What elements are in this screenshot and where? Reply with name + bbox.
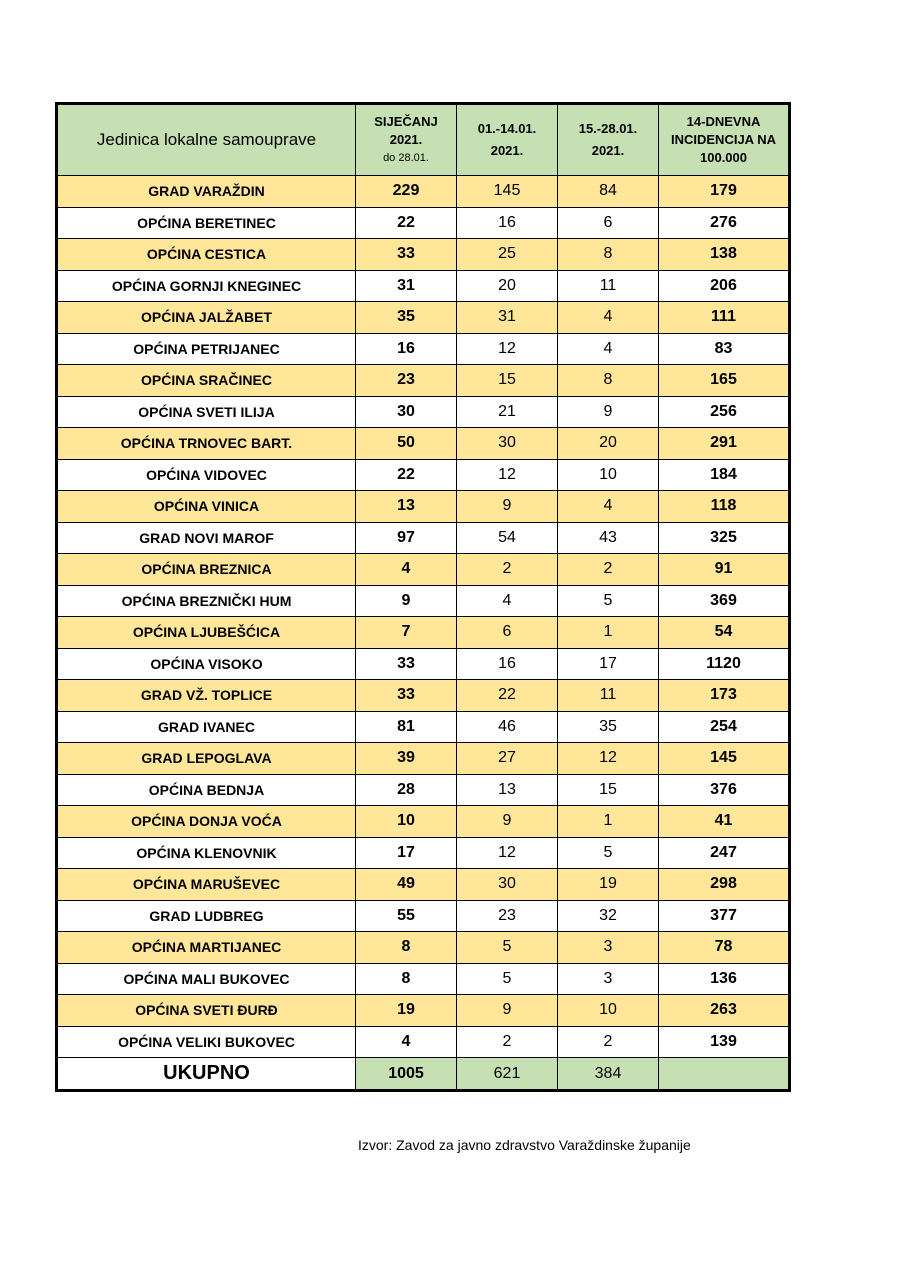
row-incidence: 1120 — [659, 648, 790, 680]
row-period2: 11 — [558, 270, 659, 302]
row-period2: 10 — [558, 459, 659, 491]
row-incidence: 206 — [659, 270, 790, 302]
header-period2-line1: 15.-28.01. — [578, 121, 638, 136]
table-row — [57, 176, 790, 208]
row-period2: 20 — [558, 428, 659, 460]
row-january: 4 — [356, 1026, 457, 1058]
row-incidence: 139 — [659, 1026, 790, 1058]
row-incidence: 145 — [659, 743, 790, 775]
row-name: OPĆINA VIDOVEC — [57, 459, 356, 491]
row-incidence: 41 — [659, 806, 790, 838]
total-period1: 621 — [457, 1058, 558, 1091]
table-row — [57, 743, 790, 775]
row-incidence: 173 — [659, 680, 790, 712]
header-january-line1: SIJEČANJ — [374, 114, 438, 129]
row-period1: 25 — [457, 239, 558, 271]
row-name: OPĆINA CESTICA — [57, 239, 356, 271]
table-row — [57, 806, 790, 838]
table-row — [57, 491, 790, 523]
row-period1: 2 — [457, 554, 558, 586]
row-january: 30 — [356, 396, 457, 428]
header-period1 — [457, 104, 558, 176]
table-body — [57, 176, 790, 1058]
row-period2: 3 — [558, 932, 659, 964]
row-period1: 20 — [457, 270, 558, 302]
row-january: 4 — [356, 554, 457, 586]
row-name: OPĆINA MALI BUKOVEC — [57, 963, 356, 995]
row-incidence: 276 — [659, 207, 790, 239]
row-january: 22 — [356, 207, 457, 239]
header-incidence-line1: 14-DNEVNA — [686, 114, 761, 129]
row-period2: 84 — [558, 176, 659, 208]
header-unit: Jedinica lokalne samouprave — [57, 104, 356, 176]
row-period1: 30 — [457, 869, 558, 901]
row-period1: 9 — [457, 995, 558, 1027]
row-period1: 27 — [457, 743, 558, 775]
table-row — [57, 680, 790, 712]
row-name: GRAD LEPOGLAVA — [57, 743, 356, 775]
row-period1: 30 — [457, 428, 558, 460]
table-footer — [57, 1058, 790, 1091]
row-january: 229 — [356, 176, 457, 208]
table-row — [57, 522, 790, 554]
row-january: 9 — [356, 585, 457, 617]
table-row — [57, 648, 790, 680]
row-period1: 22 — [457, 680, 558, 712]
row-january: 39 — [356, 743, 457, 775]
row-period2: 1 — [558, 806, 659, 838]
row-incidence: 138 — [659, 239, 790, 271]
header-incidence — [659, 104, 790, 176]
row-incidence: 376 — [659, 774, 790, 806]
total-january: 1005 — [356, 1058, 457, 1091]
row-incidence: 118 — [659, 491, 790, 523]
row-incidence: 291 — [659, 428, 790, 460]
row-period2: 9 — [558, 396, 659, 428]
row-period1: 2 — [457, 1026, 558, 1058]
row-name: OPĆINA MARUŠEVEC — [57, 869, 356, 901]
row-january: 33 — [356, 239, 457, 271]
row-name: OPĆINA TRNOVEC BART. — [57, 428, 356, 460]
row-name: OPĆINA MARTIJANEC — [57, 932, 356, 964]
row-january: 22 — [356, 459, 457, 491]
header-period2-line2: 2021. — [591, 143, 625, 158]
row-incidence: 263 — [659, 995, 790, 1027]
row-january: 13 — [356, 491, 457, 523]
row-period1: 9 — [457, 806, 558, 838]
source-note: Izvor: Zavod za javno zdravstvo Varaždinske županije — [358, 1137, 691, 1153]
row-period1: 6 — [457, 617, 558, 649]
row-incidence: 254 — [659, 711, 790, 743]
row-period2: 5 — [558, 585, 659, 617]
row-incidence: 256 — [659, 396, 790, 428]
table-row — [57, 774, 790, 806]
row-period1: 16 — [457, 648, 558, 680]
row-period2: 19 — [558, 869, 659, 901]
incidence-table — [55, 102, 791, 1092]
row-january: 7 — [356, 617, 457, 649]
row-period1: 12 — [457, 837, 558, 869]
row-period2: 17 — [558, 648, 659, 680]
row-january: 55 — [356, 900, 457, 932]
table-row — [57, 711, 790, 743]
row-january: 16 — [356, 333, 457, 365]
row-incidence: 184 — [659, 459, 790, 491]
total-incidence — [659, 1058, 790, 1091]
row-january: 8 — [356, 932, 457, 964]
row-name: OPĆINA BREZNICA — [57, 554, 356, 586]
row-period2: 32 — [558, 900, 659, 932]
header-period1-line1: 01.-14.01. — [477, 121, 537, 136]
row-january: 33 — [356, 680, 457, 712]
row-name: GRAD VARAŽDIN — [57, 176, 356, 208]
total-row — [57, 1058, 790, 1091]
row-name: OPĆINA KLENOVNIK — [57, 837, 356, 869]
table-row — [57, 1026, 790, 1058]
table-row — [57, 239, 790, 271]
row-name: OPĆINA SRAČINEC — [57, 365, 356, 397]
table-row — [57, 995, 790, 1027]
row-january: 35 — [356, 302, 457, 334]
table-row — [57, 459, 790, 491]
row-period2: 2 — [558, 554, 659, 586]
row-period1: 12 — [457, 333, 558, 365]
row-period2: 11 — [558, 680, 659, 712]
row-period2: 35 — [558, 711, 659, 743]
row-january: 97 — [356, 522, 457, 554]
row-name: OPĆINA LJUBEŠĆICA — [57, 617, 356, 649]
header-january-line3: do 28.01. — [383, 152, 429, 164]
row-name: OPĆINA SVETI ĐURĐ — [57, 995, 356, 1027]
table-row — [57, 585, 790, 617]
row-period2: 4 — [558, 333, 659, 365]
table-row — [57, 963, 790, 995]
table-row — [57, 333, 790, 365]
row-incidence: 325 — [659, 522, 790, 554]
row-period1: 54 — [457, 522, 558, 554]
row-name: OPĆINA GORNJI KNEGINEC — [57, 270, 356, 302]
row-incidence: 111 — [659, 302, 790, 334]
row-name: GRAD IVANEC — [57, 711, 356, 743]
table-row — [57, 428, 790, 460]
row-january: 49 — [356, 869, 457, 901]
row-january: 8 — [356, 963, 457, 995]
row-incidence: 83 — [659, 333, 790, 365]
row-incidence: 78 — [659, 932, 790, 964]
row-january: 81 — [356, 711, 457, 743]
row-january: 10 — [356, 806, 457, 838]
row-january: 31 — [356, 270, 457, 302]
table-row — [57, 554, 790, 586]
row-period2: 6 — [558, 207, 659, 239]
row-name: GRAD NOVI MAROF — [57, 522, 356, 554]
row-january: 33 — [356, 648, 457, 680]
row-period2: 4 — [558, 302, 659, 334]
row-name: OPĆINA VINICA — [57, 491, 356, 523]
header-period2 — [558, 104, 659, 176]
row-name: OPĆINA PETRIJANEC — [57, 333, 356, 365]
row-period2: 3 — [558, 963, 659, 995]
row-period2: 10 — [558, 995, 659, 1027]
row-period2: 43 — [558, 522, 659, 554]
row-period1: 13 — [457, 774, 558, 806]
row-name: OPĆINA BREZNIČKI HUM — [57, 585, 356, 617]
row-period2: 5 — [558, 837, 659, 869]
row-incidence: 298 — [659, 869, 790, 901]
row-incidence: 179 — [659, 176, 790, 208]
row-period1: 5 — [457, 932, 558, 964]
row-incidence: 54 — [659, 617, 790, 649]
total-period2: 384 — [558, 1058, 659, 1091]
header-period1-line2: 2021. — [490, 143, 524, 158]
row-incidence: 165 — [659, 365, 790, 397]
row-period2: 2 — [558, 1026, 659, 1058]
row-name: GRAD LUDBREG — [57, 900, 356, 932]
row-january: 50 — [356, 428, 457, 460]
row-name: OPĆINA DONJA VOĆA — [57, 806, 356, 838]
row-period2: 4 — [558, 491, 659, 523]
row-january: 23 — [356, 365, 457, 397]
row-name: OPĆINA BERETINEC — [57, 207, 356, 239]
row-incidence: 369 — [659, 585, 790, 617]
row-period2: 8 — [558, 239, 659, 271]
row-period2: 8 — [558, 365, 659, 397]
row-period2: 12 — [558, 743, 659, 775]
header-incidence-line3: 100.000 — [700, 150, 747, 165]
table-row — [57, 365, 790, 397]
row-incidence: 377 — [659, 900, 790, 932]
row-period1: 15 — [457, 365, 558, 397]
header-january-line2: 2021. — [389, 132, 423, 147]
row-name: OPĆINA VISOKO — [57, 648, 356, 680]
row-name: OPĆINA VELIKI BUKOVEC — [57, 1026, 356, 1058]
row-period2: 15 — [558, 774, 659, 806]
row-period2: 1 — [558, 617, 659, 649]
row-incidence: 136 — [659, 963, 790, 995]
row-january: 17 — [356, 837, 457, 869]
row-period1: 12 — [457, 459, 558, 491]
table-row — [57, 900, 790, 932]
table-header — [57, 104, 790, 176]
row-period1: 21 — [457, 396, 558, 428]
row-january: 28 — [356, 774, 457, 806]
row-period1: 145 — [457, 176, 558, 208]
header-incidence-line2: INCIDENCIJA NA — [671, 132, 776, 147]
row-period1: 5 — [457, 963, 558, 995]
row-name: OPĆINA JALŽABET — [57, 302, 356, 334]
table-row — [57, 869, 790, 901]
table-row — [57, 932, 790, 964]
header-january — [356, 104, 457, 176]
row-name: OPĆINA BEDNJA — [57, 774, 356, 806]
table-row — [57, 396, 790, 428]
total-label: UKUPNO — [57, 1058, 356, 1091]
table-row — [57, 302, 790, 334]
table-row — [57, 270, 790, 302]
header-row — [57, 104, 790, 176]
row-name: OPĆINA SVETI ILIJA — [57, 396, 356, 428]
row-period1: 23 — [457, 900, 558, 932]
row-incidence: 247 — [659, 837, 790, 869]
row-period1: 46 — [457, 711, 558, 743]
row-period1: 16 — [457, 207, 558, 239]
table-row — [57, 207, 790, 239]
row-period1: 4 — [457, 585, 558, 617]
row-january: 19 — [356, 995, 457, 1027]
row-period1: 9 — [457, 491, 558, 523]
table-row — [57, 617, 790, 649]
row-period1: 31 — [457, 302, 558, 334]
table-row — [57, 837, 790, 869]
row-name: GRAD VŽ. TOPLICE — [57, 680, 356, 712]
row-incidence: 91 — [659, 554, 790, 586]
